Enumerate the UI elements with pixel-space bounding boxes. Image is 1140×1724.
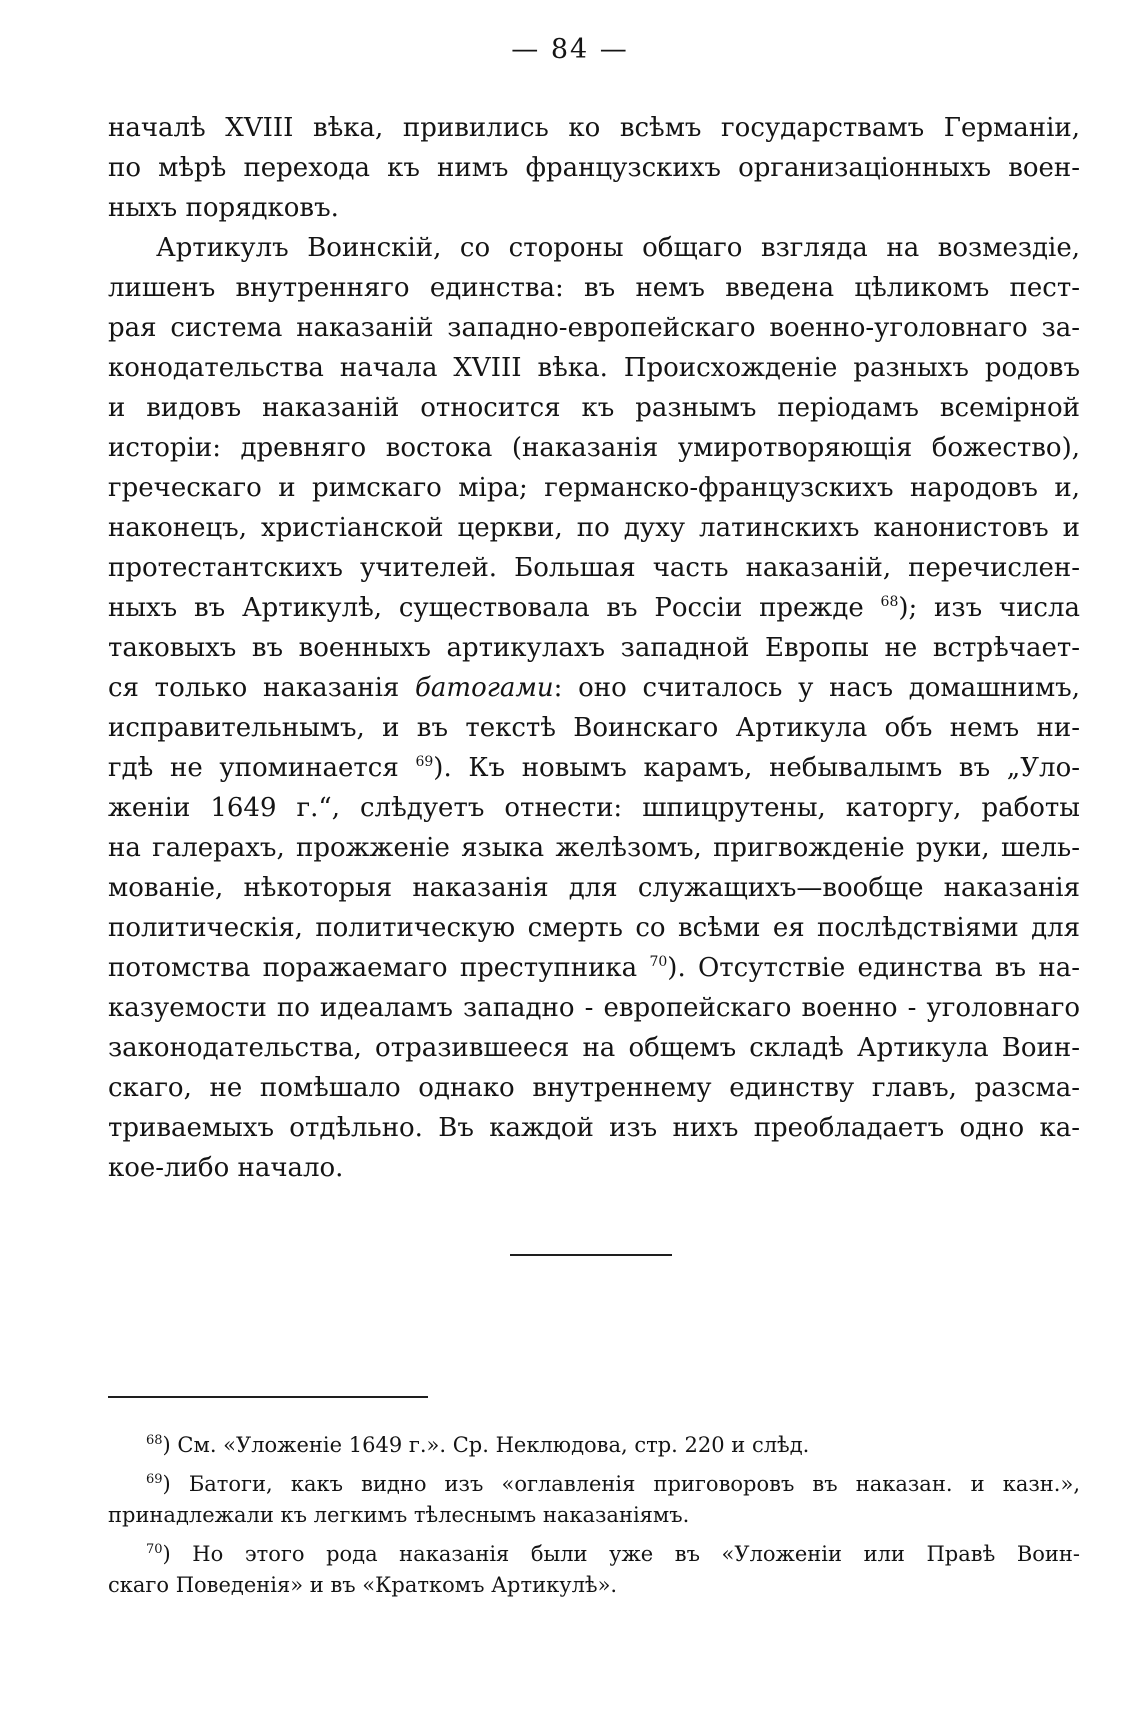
- text-line: протестантскихъ учителей. Большая часть наказаній, перечислен-: [108, 553, 1080, 583]
- text-segment: потомства поражаемаго преступника: [108, 953, 638, 983]
- text-line: казуемости по идеаламъ западно - европейскаго военно - уголовнаго: [108, 993, 1080, 1023]
- italic-term: батогами: [415, 673, 554, 703]
- footnote-divider: [108, 1396, 428, 1398]
- main-text: [108, 108, 1080, 1188]
- footnote-text: ) Но этого рода наказанія были уже въ «Уложеніи или Правѣ Воин-: [162, 1542, 1080, 1566]
- text-segment: ). Къ новымъ карамъ, небывалымъ въ „Уло-: [433, 753, 1080, 783]
- footnote-70: [108, 1539, 1080, 1570]
- text-line: и видовъ наказаній относится къ разнымъ періодамъ всемірной: [108, 393, 1080, 423]
- page-number: — 84 —: [511, 34, 629, 65]
- text-line: Артикулъ Воинскій, со стороны общаго взгляда на возмездіе,: [156, 233, 1080, 263]
- text-line: [108, 668, 1080, 708]
- text-line: по мѣрѣ перехода къ нимъ французскихъ организаціонныхъ воен-: [108, 153, 1080, 183]
- text-line: началѣ XVIII вѣка, привились ко всѣмъ государствамъ Германіи,: [108, 113, 1080, 143]
- text-line: греческаго и римскаго міра; германско-французскихъ народовъ и,: [108, 473, 1080, 503]
- section-divider: [510, 1254, 672, 1256]
- text-line: скаго, не помѣшало однако внутреннему единству главъ, разсма-: [108, 1073, 1080, 1103]
- footnote-number: 69: [146, 1472, 163, 1487]
- footnote-text: ) Батоги, какъ видно изъ «оглавленія приговоровъ въ наказан. и казн.»,: [162, 1472, 1080, 1496]
- text-line: [108, 748, 1080, 788]
- text-segment: ). Отсутствіе единства въ на-: [667, 953, 1080, 983]
- text-segment: ); изъ числа: [898, 593, 1080, 623]
- text-line: женіи 1649 г.“, слѣдуетъ отнести: шпицрутены, каторгу, работы: [108, 793, 1080, 823]
- text-line: законодательства, отразившееся на общемъ складѣ Артикула Воин-: [108, 1033, 1080, 1063]
- text-line: ныхъ порядковъ.: [108, 193, 339, 223]
- text-line: исправительнымъ, и въ текстѣ Воинскаго Артикула объ немъ ни-: [108, 713, 1080, 743]
- footnote-ref-69[interactable]: 69: [415, 754, 434, 770]
- footnote-number: 70: [146, 1542, 163, 1557]
- text-segment: гдѣ не упоминается: [108, 753, 399, 783]
- text-line: рая система наказаній западно-европейскаго военно-уголовнаго за-: [108, 313, 1080, 343]
- footnote-68: [108, 1430, 1080, 1461]
- footnote-text-line: принадлежали къ легкимъ тѣлеснымъ наказаніямъ.: [108, 1503, 690, 1527]
- text-line: политическія, политическую смерть со всѣми ея послѣдствіями для: [108, 913, 1080, 943]
- text-line: таковыхъ въ военныхъ артикулахъ западной Европы не встрѣчает-: [108, 633, 1080, 663]
- text-line: кое-либо начало.: [108, 1153, 344, 1183]
- text-segment: ся только наказанія: [108, 673, 400, 703]
- text-line: [108, 588, 1080, 628]
- text-line: [108, 948, 1080, 988]
- text-line: конодательства начала XVIII вѣка. Происхожденіе разныхъ родовъ: [108, 353, 1080, 383]
- text-line: исторіи: древняго востока (наказанія умиротворяющія божество),: [108, 433, 1080, 463]
- text-line: триваемыхъ отдѣльно. Въ каждой изъ нихъ преобладаетъ одно ка-: [108, 1113, 1080, 1143]
- text-line: наконецъ, христіанской церкви, по духу латинскихъ канонистовъ и: [108, 513, 1080, 543]
- footnote-ref-70[interactable]: 70: [649, 954, 668, 970]
- footnote-ref-68[interactable]: 68: [880, 594, 899, 610]
- footnote-number: 68: [146, 1433, 163, 1448]
- text-segment: ныхъ въ Артикулѣ, существовала въ Россіи прежде: [108, 593, 864, 623]
- text-line: мованіе, нѣкоторыя наказанія для служащихъ—вообще наказанія: [108, 873, 1080, 903]
- footnotes: [108, 1430, 1080, 1601]
- footnote-text: ) См. «Уложеніе 1649 г.». Ср. Неклюдова, стр. 220 и слѣд.: [162, 1433, 810, 1457]
- text-line: на галерахъ, прожженіе языка желѣзомъ, пригвожденіе руки, шель-: [108, 833, 1080, 863]
- footnote-69: [108, 1469, 1080, 1500]
- text-segment: : оно считалось у насъ домашнимъ,: [553, 673, 1080, 703]
- footnote-text-line: скаго Поведенія» и въ «Краткомъ Артикулѣ».: [108, 1573, 618, 1597]
- text-line: лишенъ внутренняго единства: въ немъ введена цѣликомъ пест-: [108, 273, 1080, 303]
